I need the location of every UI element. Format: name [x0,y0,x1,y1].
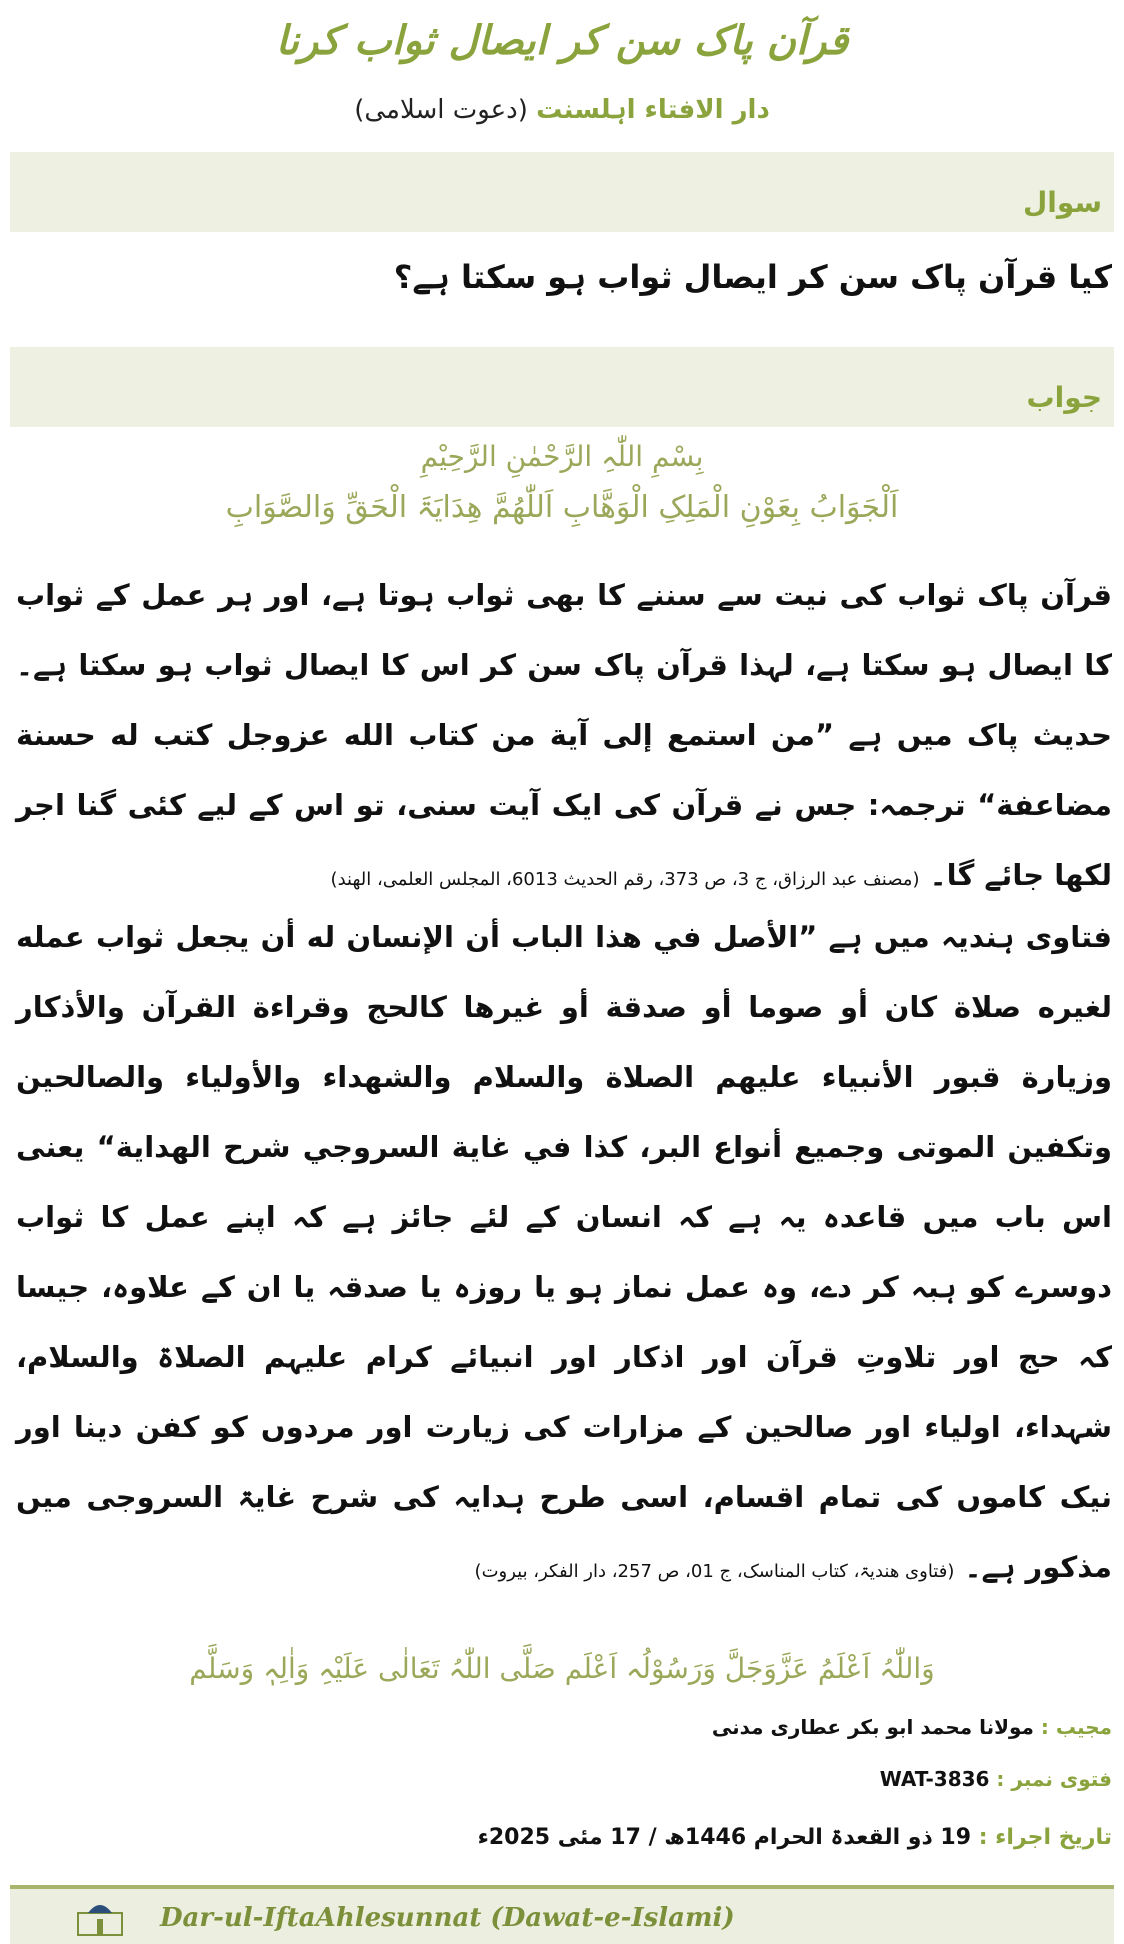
answer-paragraph-2 [16,902,1112,1607]
question-section-bar [10,152,1114,232]
fatwa-label: فتوی نمبر : [996,1767,1112,1791]
reference-2: (فتاوی ھندیۃ، کتاب المناسک، ج 01، ص 257، دار الفکر، بیروت) [474,1561,955,1582]
answer-paragraph-1 [16,560,1112,915]
issue-date-label: تاریخ اجراء : [978,1825,1112,1850]
answer-paragraph-2-text: فتاوی ہندیہ میں ہے ”الأصل في هذا الباب أن الإنسان له أن يجعل ثواب عمله لغيره صلاة كان أو صوما أو صدقة أو غيرها كالحج وقراءة القرآن والأذكار وزيارة قبور الأنبياء عليهم الصلاة والسلام والشهداء والأولياء والصالحين وتكفين الموتى وجميع أنواع البر، كذا في غاية السروجي شرح الهداية“ یعنی اس باب میں قاعدہ یہ ہے کہ انسان کے لئے جائز ہے کہ اپنے عمل کا ثواب دوسرے کو ہبہ کر دے، وہ عمل نماز ہو یا روزہ یا صدقہ یا ان کے علاوہ، جیسا کہ حج اور تلاوتِ قرآن اور اذکار اور انبیائے کرام علیہم الصلاۃ والسلام، شہداء، اولیاء اور صالحین کے مزارات کی زیارت اور مردوں کو کفن دینا اور نیک کاموں کی تمام اقسام، اسی طرح ہدایہ کی شرح غایۃ السروجی میں مذکور ہے۔ [16,920,1112,1584]
reference-1: (مصنف عبد الرزاق، ج 3، ص 373، رقم الحدیث 6013، المجلس العلمی، الھند) [330,869,920,890]
footer-title: Dar-ul-IftaAhlesunnat (Dawat-e-Islami) [160,1903,735,1933]
page-title: قرآن پاک سن کر ایصال ثواب کرنا [275,18,849,64]
footer-banner [10,1885,1114,1944]
answer-section-bar [10,347,1114,427]
issue-date: 19 ذو القعدۃ الحرام 1446ھ / 17 مئی 2025ء [477,1825,972,1850]
fatwa-number: WAT-3836 [879,1767,990,1791]
mujeeb-line [712,1715,1112,1739]
page-subtitle [0,95,1124,125]
answer-label: جواب [1026,381,1102,414]
bismillah: بِسْمِ اللّٰہِ الرَّحْمٰنِ الرَّحِیْمِ [420,440,704,473]
subtitle-main: دار الافتاء اہلسنت [536,95,770,125]
issue-date-line [478,1825,1112,1850]
dar-ul-ifta-logo-icon [70,1895,130,1939]
subtitle-paren: (دعوت اسلامی) [354,95,528,125]
question-text: کیا قرآن پاک سن کر ایصال ثواب ہو سکتا ہے؟ [393,258,1112,296]
jawab-dua: اَلْجَوَابُ بِعَوْنِ الْمَلِکِ الْوَھَّابِ اَللّٰھُمَّ ھِدَایَۃَ الْحَقِّ وَالصَّوَابِ [225,490,899,525]
answer-paragraph-1-text: قرآن پاک ثواب کی نیت سے سننے کا بھی ثواب ہوتا ہے، اور ہر عمل کے ثواب کا ایصال ہو سکتا ہے، لہذا قرآن پاک سن کر اس کا ایصال ثواب ہو سکتا ہے۔ حدیث پاک میں ہے ”من استمع إلى آیة من کتاب الله عزوجل کتب له حسنة مضاعفة“ ترجمہ: جس نے قرآن کی ایک آیت سنی، تو اس کے لیے کئی گنا اجر لکھا جائے گا۔ [16,578,1112,892]
mujeeb-label: مجیب : [1040,1715,1112,1739]
closing-dua: وَاللّٰہُ اَعْلَمُ عَزَّوَجَلَّ وَرَسُوْلُہ اَعْلَم صَلَّی اللّٰہُ تَعَالٰی عَلَیْہِ وَاٰلِہٖ وَسَلَّم [189,1652,935,1685]
fatwa-number-line [880,1767,1112,1791]
question-label: سوال [1023,186,1102,219]
mujeeb-name: مولانا محمد ابو بکر عطاری مدنی [711,1715,1034,1739]
